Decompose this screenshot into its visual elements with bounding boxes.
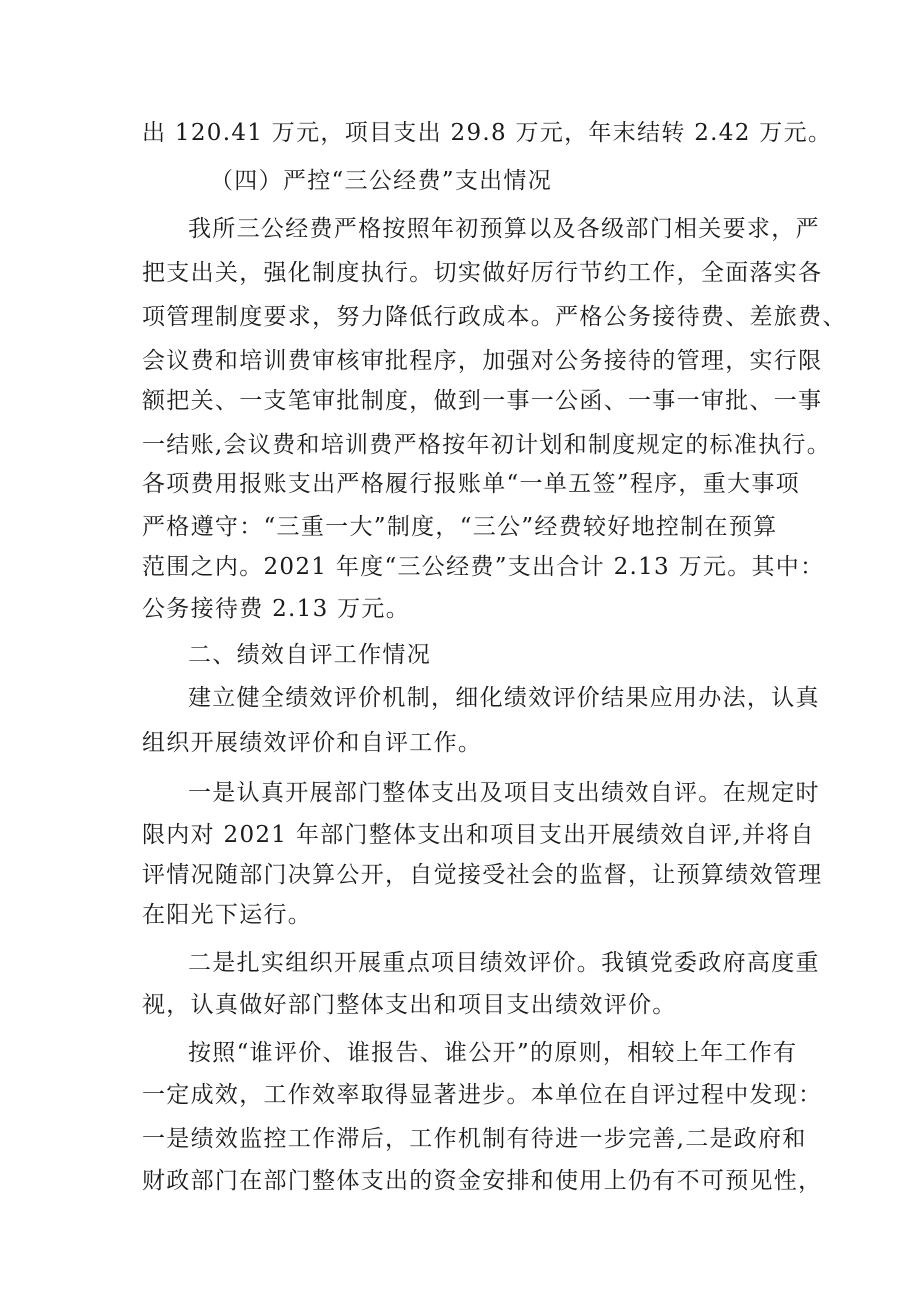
text-line: 范围之内。2021 年度“三公经费”支出合计 2.13 万元。其中： <box>142 554 825 580</box>
text-line: 额把关、一支笔审批制度，做到一事一公函、一事一审批、一事 <box>142 388 823 414</box>
text-line: 按照“谁评价、谁报告、谁公开”的原则，相较上年工作有 <box>188 1040 798 1066</box>
text-line: 二是扎实组织开展重点项目绩效评价。我镇党委政府高度重 <box>188 950 820 976</box>
text-line: 视，认真做好部门整体支出和项目支出绩效评价。 <box>142 992 677 1018</box>
text-line: 我所三公经费严格按照年初预算以及各级部门相关要求，严 <box>188 216 820 242</box>
text-line: 财政部门在部门整体支出的资金安排和使用上仍有不可预见性， <box>142 1168 823 1194</box>
text-line: 把支出关，强化制度执行。切实做好厉行节约工作，全面落实各 <box>142 260 823 286</box>
section-heading: （四）严控“三公经费”支出情况 <box>210 168 553 194</box>
text-line: 评情况随部门决算公开，自觉接受社会的监督，让预算绩效管理 <box>142 862 823 888</box>
text-line: 一定成效，工作效率取得显著进步。本单位在自评过程中发现： <box>142 1082 823 1108</box>
text-line: 项管理制度要求，努力降低行政成本。严格公务接待费、差旅费、 <box>142 304 847 330</box>
text-line: 会议费和培训费审核审批程序，加强对公务接待的管理，实行限 <box>142 348 823 374</box>
text-line: 在阳光下运行。 <box>142 902 313 928</box>
text-line: 严格遵守：“三重一大”制度，“三公”经费较好地控制在预算 <box>142 514 778 540</box>
text-line: 一是绩效监控工作滞后，工作机制有待进一步完善,二是政府和 <box>142 1126 807 1152</box>
text-line: 一是认真开展部门整体支出及项目支出绩效自评。在规定时 <box>188 780 820 806</box>
text-line: 组织开展绩效评价和自评工作。 <box>142 730 483 756</box>
text-line: 各项费用报账支出严格履行报账单“一单五签”程序，重大事项 <box>142 471 800 497</box>
text-line: 公务接待费 2.13 万元。 <box>142 596 411 622</box>
text-line: 建立健全绩效评价机制，细化绩效评价结果应用办法，认真 <box>188 685 820 711</box>
section-heading: 二、绩效自评工作情况 <box>188 642 431 668</box>
text-line: 出 120.41 万元，项目支出 29.8 万元，年末结转 2.42 万元。 <box>142 120 833 146</box>
text-line: 限内对 2021 年部门整体支出和项目支出开展绩效自评,并将自 <box>142 822 815 848</box>
text-line: 一结账,会议费和培训费严格按年初计划和制度规定的标准执行。 <box>142 432 832 458</box>
